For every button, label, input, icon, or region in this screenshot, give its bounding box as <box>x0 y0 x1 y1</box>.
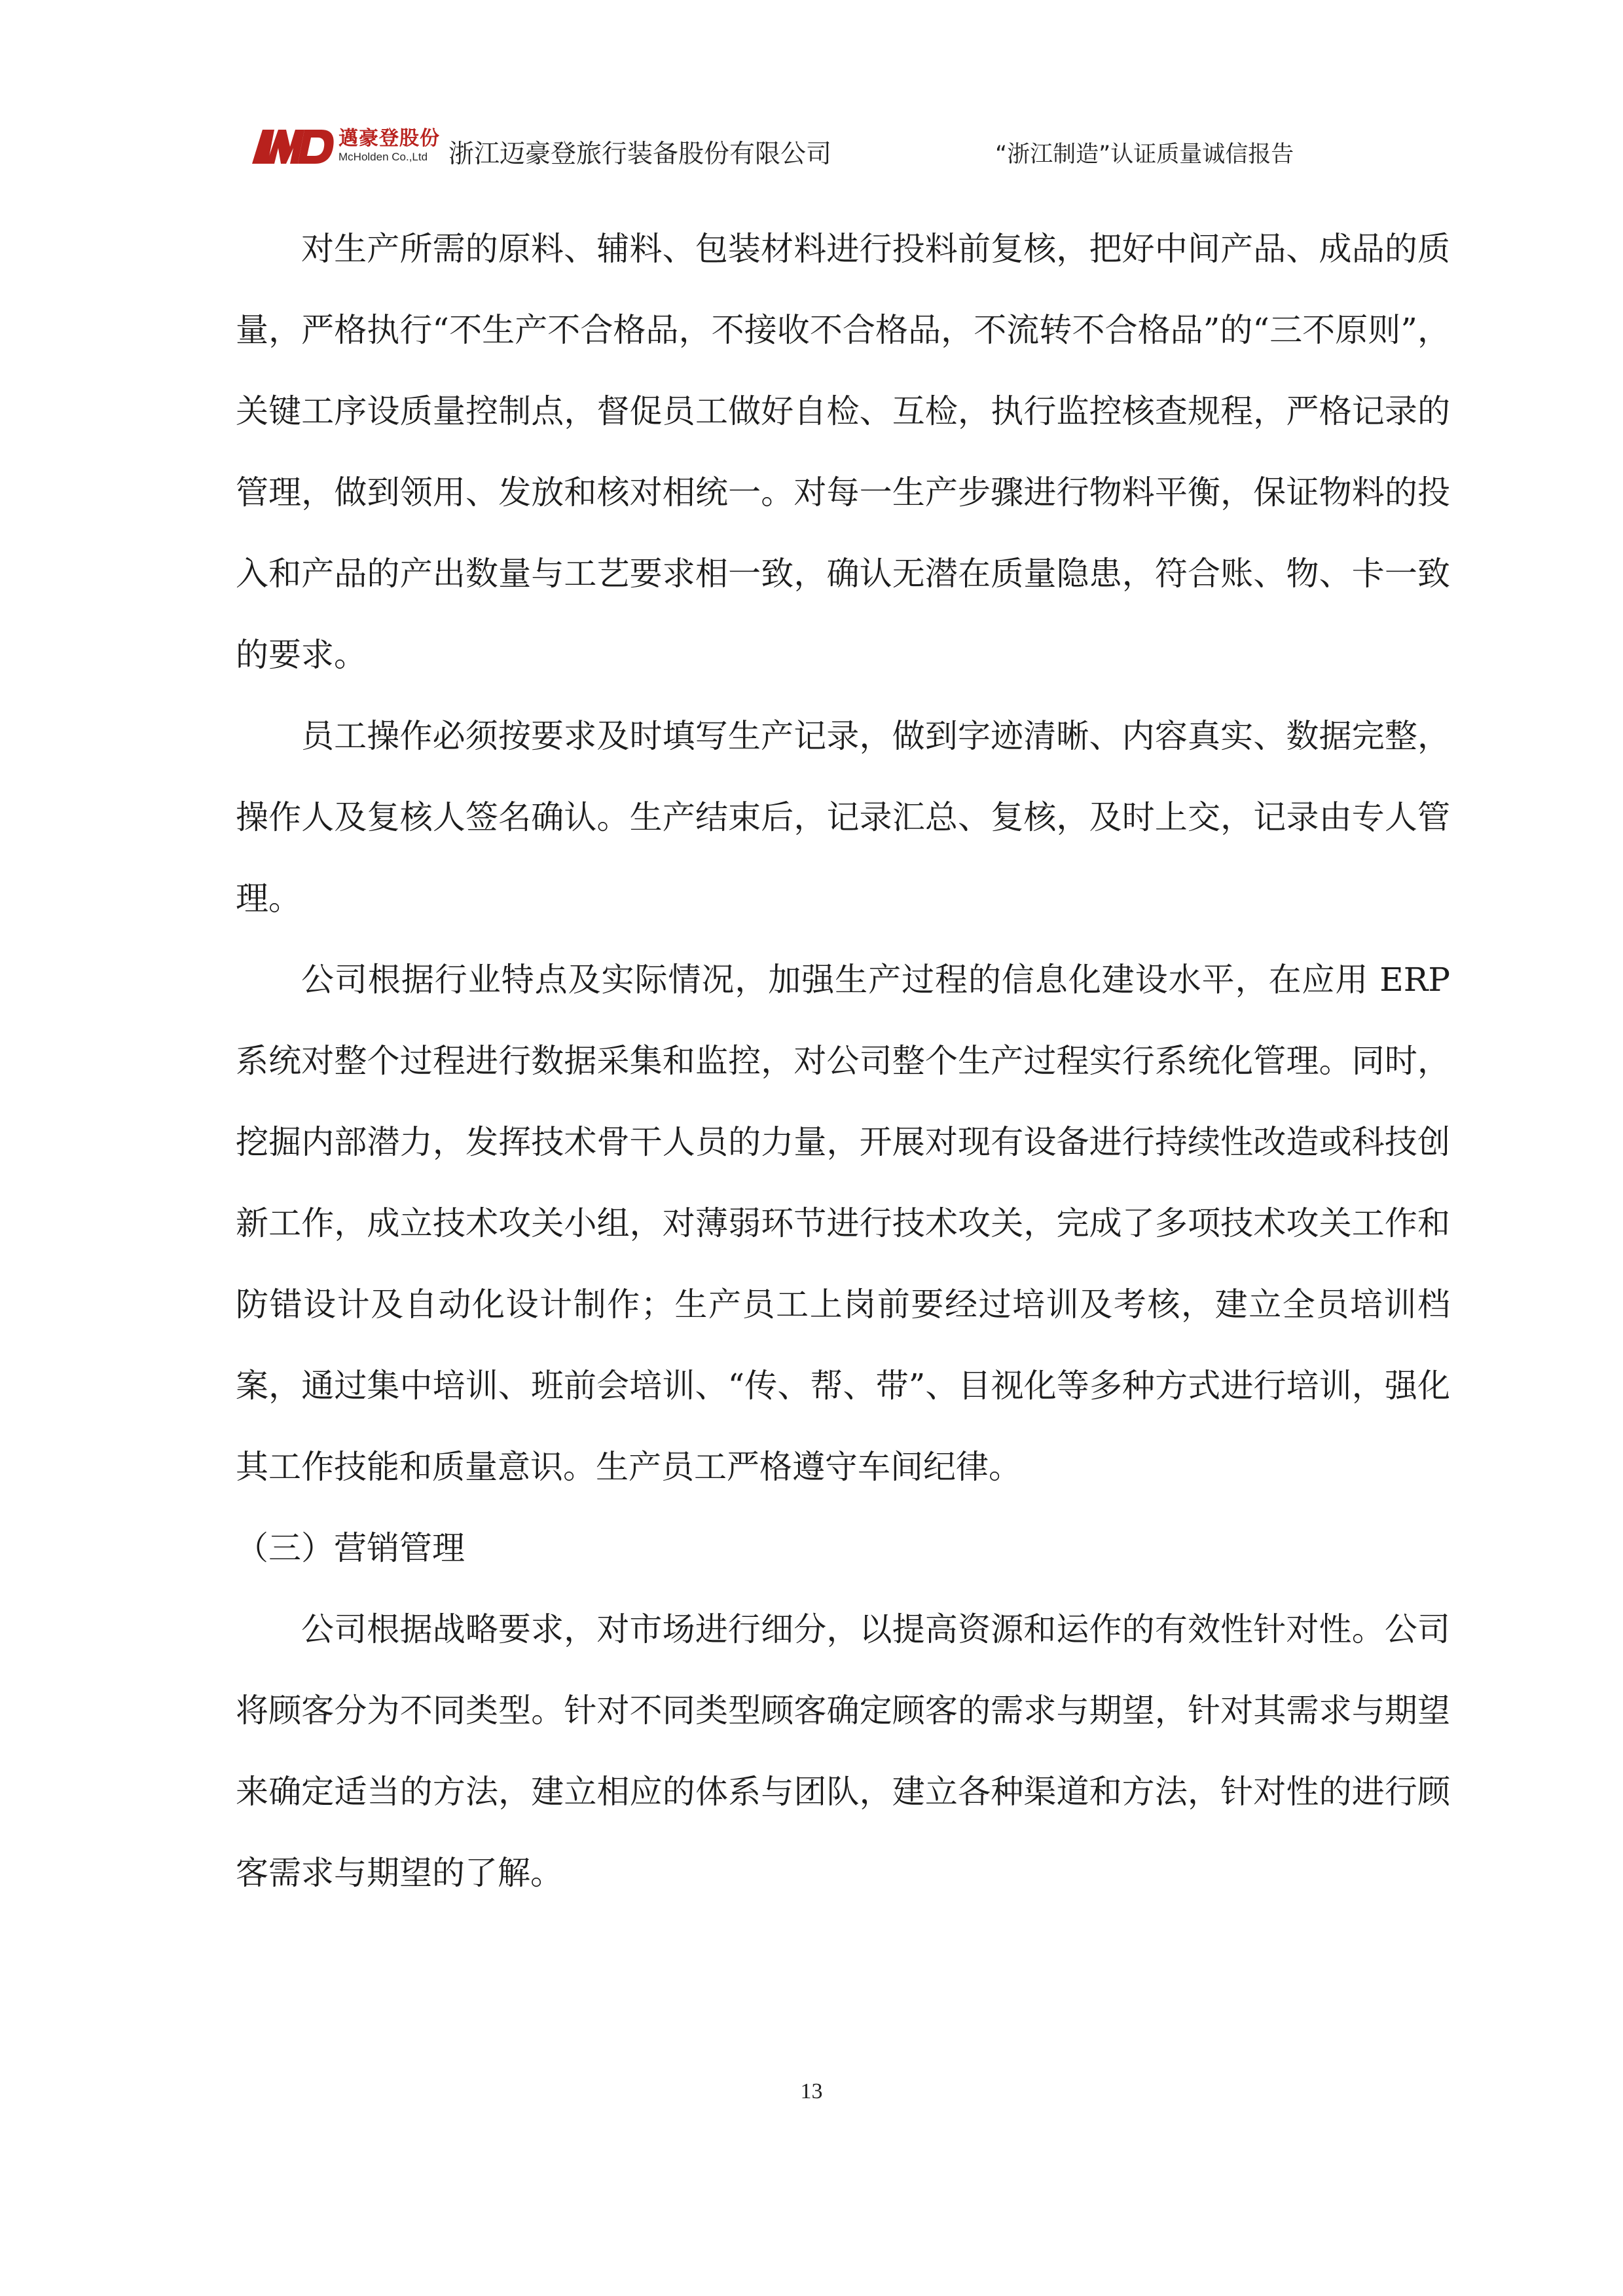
company-logo <box>252 122 440 168</box>
document-body <box>236 208 1450 1914</box>
page-header <box>252 117 1404 189</box>
logo-mark-icon <box>252 127 337 164</box>
logo-text-cn: 邁豪登股份 <box>338 127 440 150</box>
paragraph: 员工操作必须按要求及时填写生产记录，做到字迹清晰、内容真实、数据完整，操作人及复核人签名确认。生产结束后，记录汇总、复核，及时上交，记录由专人管理。 <box>236 717 1450 917</box>
section-heading: （三）营销管理 <box>236 1529 465 1567</box>
page-number: 13 <box>800 2079 823 2103</box>
logo-text-en: McHolden Co.,Ltd <box>338 151 428 163</box>
report-title: “浙江制造”认证质量诚信报告 <box>995 141 1294 168</box>
paragraph: 公司根据行业特点及实际情况，加强生产过程的信息化建设水平，在应用 ERP 系统对整个过程进行数据采集和监控，对公司整个生产过程实行系统化管理。同时，挖掘内部潜力，发挥技术骨干人员的力量，开展对现有设备进行持续性改造或科技创新工作，成立技术攻关小组，对薄弱环节进行技术攻关，完成了多项技术攻关工作和防错设计及自动化设计制作；生产员工上岗前要经过培训及考核，建立全员培训档案，通过集中培训、班前会培训、“传、帮、带”、目视化等多种方式进行培训，强化其工作技能和质量意识。生产员工严格遵守车间纪律。 <box>236 961 1450 1486</box>
paragraph: 对生产所需的原料、辅料、包装材料进行投料前复核，把好中间产品、成品的质量，严格执行“不生产不合格品，不接收不合格品，不流转不合格品”的“三不原则”，关键工序设质量控制点，督促员工做好自检、互检，执行监控核查规程，严格记录的管理，做到领用、发放和核对相统一。对每一生产步骤进行物料平衡，保证物料的投入和产品的产出数量与工艺要求相一致，确认无潜在质量隐患，符合账、物、卡一致的要求。 <box>236 230 1450 674</box>
company-name: 浙江迈豪登旅行装备股份有限公司 <box>448 139 832 169</box>
paragraph: 公司根据战略要求，对市场进行细分，以提高资源和运作的有效性针对性。公司将顾客分为不同类型。针对不同类型顾客确定顾客的需求与期望，针对其需求与期望来确定适当的方法，建立相应的体系与团队，建立各种渠道和方法，针对性的进行顾客需求与期望的了解。 <box>236 1610 1450 1892</box>
